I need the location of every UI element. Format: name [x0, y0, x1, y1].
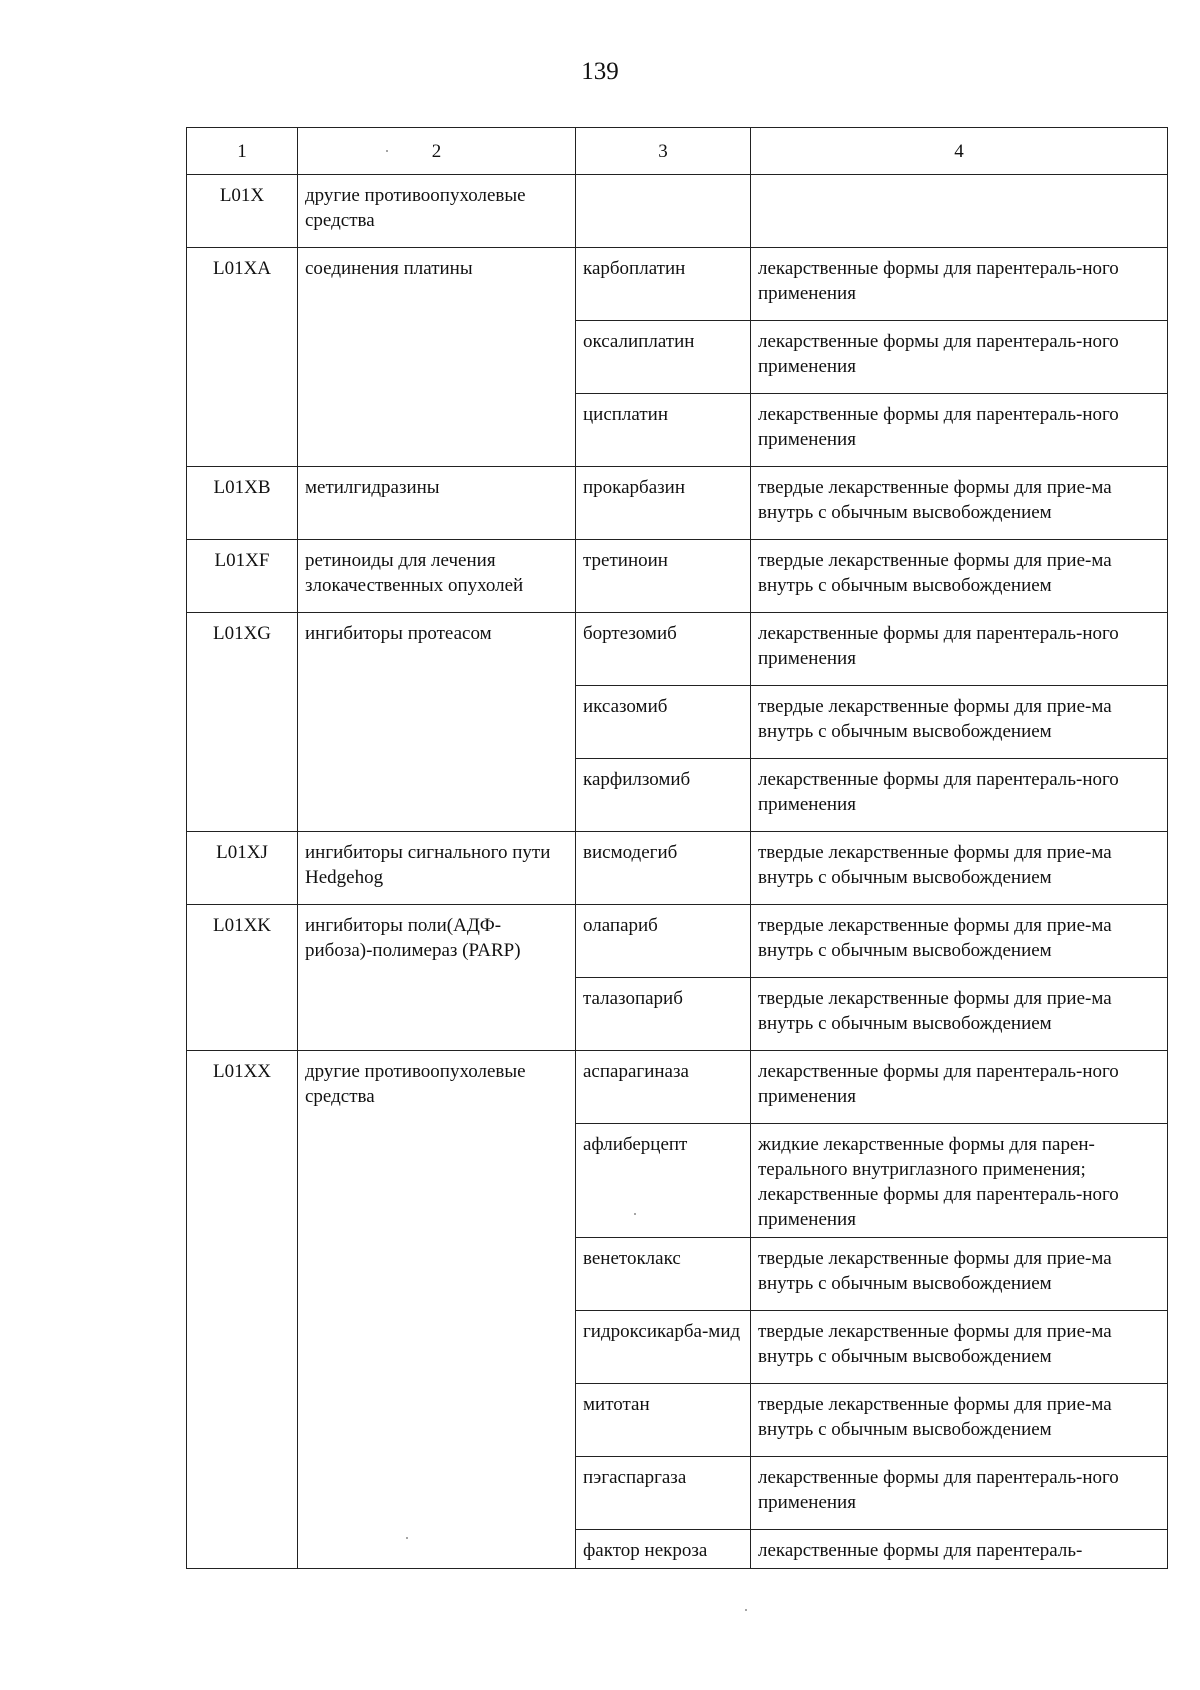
dosage-form: твердые лекарственные формы для прие-ма внутрь с обычным высвобождением	[751, 1238, 1168, 1311]
drug-name: венетоклакс	[576, 1238, 751, 1311]
dosage-form: лекарственные формы для парентераль-ного применения	[751, 1051, 1168, 1124]
dosage-form: жидкие лекарственные формы для парен-терального внутриглазного применения; лекарственные формы для парентераль-ного применения	[751, 1124, 1168, 1238]
dosage-form: твердые лекарственные формы для прие-ма внутрь с обычным высвобождением	[751, 832, 1168, 905]
dosage-form: твердые лекарственные формы для прие-ма внутрь с обычным высвобождением	[751, 686, 1168, 759]
drug-name: пэгаспаргаза	[576, 1457, 751, 1530]
group-name: ингибиторы поли(АДФ-рибоза)-полимераз (PARP)	[298, 905, 576, 1051]
drug-name: аспарагиназа	[576, 1051, 751, 1124]
drug-name: висмодегиб	[576, 832, 751, 905]
header-cell-1: 1	[187, 128, 298, 175]
drug-name: карфилзомиб	[576, 759, 751, 832]
table-row	[187, 175, 1168, 248]
dosage-form: твердые лекарственные формы для прие-ма внутрь с обычным высвобождением	[751, 978, 1168, 1051]
dosage-form: лекарственные формы для парентераль-ного применения	[751, 613, 1168, 686]
drug-name: гидроксикарба-мид	[576, 1311, 751, 1384]
table-row	[187, 832, 1168, 905]
group-name: ингибиторы сигнального пути Hedgehog	[298, 832, 576, 905]
drug-name: третиноин	[576, 540, 751, 613]
dosage-form: твердые лекарственные формы для прие-ма внутрь с обычным высвобождением	[751, 1384, 1168, 1457]
table-row	[187, 467, 1168, 540]
header-cell-3: 3	[576, 128, 751, 175]
table-row	[187, 540, 1168, 613]
dosage-form: лекарственные формы для парентераль-ного применения	[751, 1457, 1168, 1530]
scan-speck	[386, 150, 388, 152]
drug-name: бортезомиб	[576, 613, 751, 686]
dosage-form	[751, 175, 1168, 248]
dosage-form: твердые лекарственные формы для прие-ма внутрь с обычным высвобождением	[751, 540, 1168, 613]
atc-code: L01XJ	[187, 832, 298, 905]
header-row	[187, 128, 1168, 175]
dosage-form: твердые лекарственные формы для прие-ма внутрь с обычным высвобождением	[751, 1311, 1168, 1384]
dosage-form: лекарственные формы для парентераль-ного применения	[751, 759, 1168, 832]
group-name: метилгидразины	[298, 467, 576, 540]
page-number: 139	[581, 58, 619, 85]
drug-name: прокарбазин	[576, 467, 751, 540]
group-name: другие противоопухолевые средства	[298, 1051, 576, 1569]
drug-name: карбоплатин	[576, 248, 751, 321]
atc-code: L01XB	[187, 467, 298, 540]
dosage-form: лекарственные формы для парентераль-ного применения	[751, 248, 1168, 321]
drug-name: фактор некроза	[576, 1530, 751, 1569]
atc-code: L01XF	[187, 540, 298, 613]
group-name: ретиноиды для лечения злокачественных опухолей	[298, 540, 576, 613]
header-cell-4: 4	[751, 128, 1168, 175]
dosage-form: лекарственные формы для парентераль-ного применения	[751, 321, 1168, 394]
drug-name: афлиберцепт	[576, 1124, 751, 1238]
table-row	[187, 905, 1168, 978]
table-row	[187, 613, 1168, 686]
dosage-form: твердые лекарственные формы для прие-ма внутрь с обычным высвобождением	[751, 467, 1168, 540]
atc-code: L01XA	[187, 248, 298, 467]
atc-code: L01X	[187, 175, 298, 248]
dosage-form: твердые лекарственные формы для прие-ма внутрь с обычным высвобождением	[751, 905, 1168, 978]
drug-name: олапариб	[576, 905, 751, 978]
drug-name: оксалиплатин	[576, 321, 751, 394]
drug-name: талазопариб	[576, 978, 751, 1051]
atc-code: L01XX	[187, 1051, 298, 1569]
drug-name: митотан	[576, 1384, 751, 1457]
drug-name: иксазомиб	[576, 686, 751, 759]
group-name: другие противоопухолевые средства	[298, 175, 576, 248]
atc-code: L01XK	[187, 905, 298, 1051]
drug-name	[576, 175, 751, 248]
group-name: соединения платины	[298, 248, 576, 467]
header-cell-2: 2	[298, 128, 576, 175]
drug-name: цисплатин	[576, 394, 751, 467]
dosage-form: лекарственные формы для парентераль-	[751, 1530, 1168, 1569]
scan-speck	[406, 1537, 408, 1539]
table-row	[187, 1051, 1168, 1124]
atc-drug-table	[186, 127, 1168, 1569]
table-row	[187, 248, 1168, 321]
dosage-form: лекарственные формы для парентераль-ного применения	[751, 394, 1168, 467]
atc-code: L01XG	[187, 613, 298, 832]
scan-speck	[745, 1609, 747, 1611]
group-name: ингибиторы протеасом	[298, 613, 576, 832]
scan-speck	[634, 1213, 636, 1215]
